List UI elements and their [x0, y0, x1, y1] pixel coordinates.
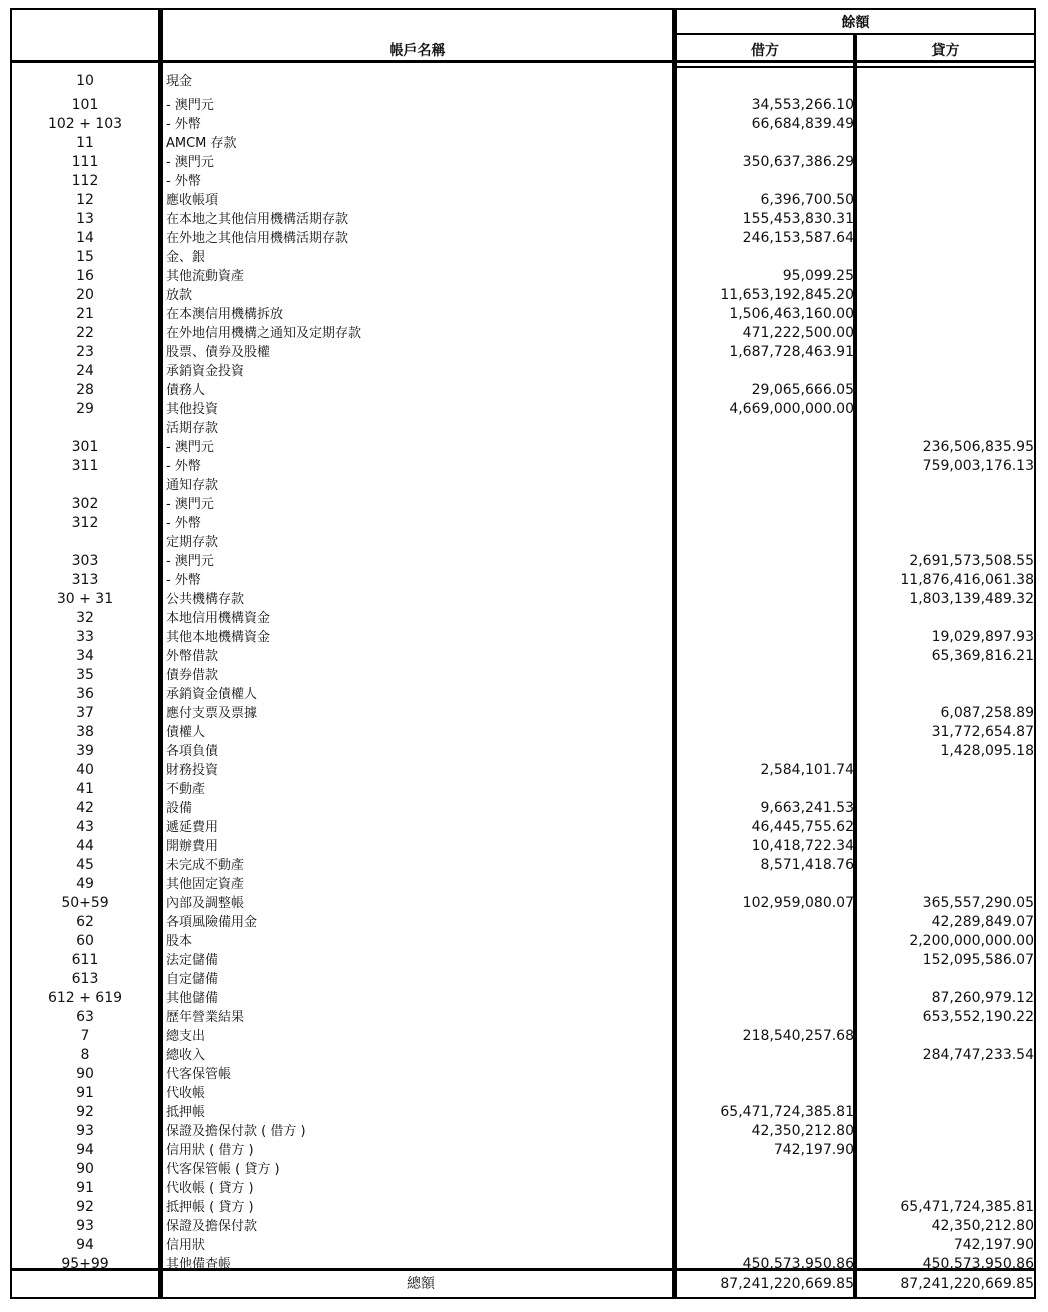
account-code: 36	[76, 686, 94, 702]
table-row	[12, 1008, 1034, 1027]
header-debit: 借方	[751, 43, 779, 59]
account-code: 312	[71, 515, 99, 531]
account-code: 93	[76, 1123, 94, 1139]
account-name: 代收帳	[166, 1086, 206, 1101]
table-row	[12, 248, 1034, 267]
credit-amount: 1,803,139,489.32	[909, 591, 1034, 607]
account-name: 各項負債	[166, 744, 219, 759]
account-code: 42	[76, 800, 94, 816]
debit-amount: 42,350,212.80	[751, 1123, 854, 1139]
credit-amount: 653,552,190.22	[922, 1009, 1034, 1025]
account-name: 不動產	[166, 782, 206, 797]
account-code: 37	[76, 705, 94, 721]
table-row	[12, 780, 1034, 799]
account-name: - 外幣	[166, 516, 201, 531]
table-row	[12, 514, 1034, 533]
table-row	[12, 115, 1034, 134]
account-name: 其他備查帳	[166, 1257, 232, 1272]
debit-amount: 4,669,000,000.00	[729, 401, 854, 417]
account-name: 自定儲備	[166, 972, 219, 987]
account-name: 信用狀 ( 借方 )	[166, 1143, 254, 1158]
account-name: - 外幣	[166, 459, 201, 474]
account-name: - 外幣	[166, 573, 201, 588]
account-name: 公共機構存款	[166, 592, 245, 607]
account-name: 抵押帳	[166, 1105, 206, 1120]
account-name: 歷年營業結果	[166, 1010, 245, 1025]
table-row	[12, 419, 1034, 438]
debit-amount: 29,065,666.05	[751, 382, 854, 398]
credit-amount: 284,747,233.54	[922, 1047, 1034, 1063]
table-row	[12, 818, 1034, 837]
account-code: 11	[76, 135, 94, 151]
account-name: - 澳門元	[166, 98, 214, 113]
table-row	[12, 1198, 1034, 1217]
debit-amount: 471,222,500.00	[742, 325, 854, 341]
table-row	[12, 1160, 1034, 1179]
account-code: 34	[76, 648, 94, 664]
table-row	[12, 1027, 1034, 1046]
credit-amount: 759,003,176.13	[922, 458, 1034, 474]
table-row	[12, 210, 1034, 229]
account-name: - 澳門元	[166, 155, 214, 170]
account-name: 承銷資金債權人	[166, 687, 258, 702]
account-code: 112	[71, 173, 99, 189]
account-name: 保證及擔保付款	[166, 1219, 258, 1234]
account-name: 抵押帳 ( 貸方 )	[166, 1200, 254, 1215]
account-code: 302	[71, 496, 99, 512]
table-row	[12, 590, 1034, 609]
account-code: 28	[76, 382, 94, 398]
account-name: 股本	[166, 934, 193, 949]
table-row	[12, 647, 1034, 666]
credit-amount: 65,471,724,385.81	[900, 1199, 1034, 1215]
account-name: 法定儲備	[166, 953, 219, 968]
account-code: 91	[76, 1180, 94, 1196]
account-code: 22	[76, 325, 94, 341]
account-name: 債權人	[166, 725, 206, 740]
account-name: 活期存款	[166, 421, 219, 436]
account-name: 代客保管帳	[166, 1067, 232, 1082]
account-name: 在本澳信用機構拆放	[166, 307, 284, 322]
table-row	[12, 970, 1034, 989]
debit-amount: 2,584,101.74	[760, 762, 854, 778]
table-row	[12, 856, 1034, 875]
table-row	[12, 286, 1034, 305]
header-balance-underline	[675, 33, 1034, 35]
table-row	[12, 1122, 1034, 1141]
account-name: 應收帳項	[166, 193, 219, 208]
table-row	[12, 894, 1034, 913]
table-row	[12, 362, 1034, 381]
debit-amount: 155,453,830.31	[742, 211, 854, 227]
credit-amount: 742,197.90	[953, 1237, 1034, 1253]
credit-amount: 6,087,258.89	[940, 705, 1034, 721]
account-name: 設備	[166, 801, 193, 816]
table-row	[12, 761, 1034, 780]
account-code: 311	[71, 458, 99, 474]
table-row	[12, 438, 1034, 457]
debit-amount: 10,418,722.34	[751, 838, 854, 854]
credit-amount: 19,029,897.93	[931, 629, 1034, 645]
account-code: 32	[76, 610, 94, 626]
total-row	[12, 1272, 1034, 1297]
account-code: 49	[76, 876, 94, 892]
account-code: 60	[76, 933, 94, 949]
table-row	[12, 1179, 1034, 1198]
table-row	[12, 476, 1034, 495]
debit-amount: 350,637,386.29	[742, 154, 854, 170]
debit-amount: 246,153,587.64	[742, 230, 854, 246]
table-row	[12, 324, 1034, 343]
account-name: 信用狀	[166, 1238, 206, 1253]
account-name: 各項風險備用金	[166, 915, 258, 930]
account-name: 放款	[166, 288, 193, 303]
account-name: 其他本地機構資金	[166, 630, 271, 645]
debit-amount: 1,506,463,160.00	[729, 306, 854, 322]
table-row	[12, 96, 1034, 115]
table-row	[12, 742, 1034, 761]
account-code: 7	[80, 1028, 90, 1044]
credit-amount: 450,573,950.86	[922, 1256, 1034, 1272]
account-name: 總支出	[166, 1029, 206, 1044]
table-row	[12, 1065, 1034, 1084]
header-credit: 貸方	[931, 43, 960, 59]
table-row	[12, 552, 1034, 571]
header-bottom-line	[12, 60, 1034, 63]
header-account-name: 帳戶名稱	[389, 43, 446, 59]
debit-amount: 742,197.90	[773, 1142, 854, 1158]
account-code: 8	[80, 1047, 90, 1063]
debit-amount: 9,663,241.53	[760, 800, 854, 816]
table-row	[12, 799, 1034, 818]
account-name: 股票、債券及股權	[166, 345, 271, 360]
account-code: 613	[71, 971, 99, 987]
account-code: 12	[76, 192, 94, 208]
account-name: 在外地信用機構之通知及定期存款	[166, 326, 362, 341]
debit-amount: 66,684,839.49	[751, 116, 854, 132]
table-row	[12, 153, 1034, 172]
total-credit: 87,241,220,669.85	[900, 1276, 1034, 1292]
account-code: 101	[71, 97, 99, 113]
account-name: 遞延費用	[166, 820, 219, 835]
account-code: 102 + 103	[47, 116, 123, 132]
account-name: - 外幣	[166, 174, 201, 189]
debit-amount: 8,571,418.76	[760, 857, 854, 873]
total-debit: 87,241,220,669.85	[720, 1276, 854, 1292]
account-code: 16	[76, 268, 94, 284]
account-name: 總收入	[166, 1048, 206, 1063]
account-name: 金、銀	[166, 250, 206, 265]
account-code: 303	[71, 553, 99, 569]
table-row	[12, 913, 1034, 932]
debit-amount: 450,573,950.86	[742, 1256, 854, 1272]
credit-amount: 11,876,416,061.38	[900, 572, 1034, 588]
debit-amount: 102,959,080.07	[742, 895, 854, 911]
account-name: 代收帳 ( 貸方 )	[166, 1181, 254, 1196]
table-row	[12, 305, 1034, 324]
account-code: 94	[76, 1237, 94, 1253]
table-row	[12, 134, 1034, 153]
account-name: 其他投資	[166, 402, 219, 417]
table-row	[12, 1046, 1034, 1065]
table-row	[12, 172, 1034, 191]
table-row	[12, 723, 1034, 742]
account-code: 38	[76, 724, 94, 740]
account-name: 其他固定資產	[166, 877, 245, 892]
account-code: 40	[76, 762, 94, 778]
account-code: 90	[76, 1066, 94, 1082]
debit-amount: 65,471,724,385.81	[720, 1104, 854, 1120]
account-code: 23	[76, 344, 94, 360]
credit-amount: 42,350,212.80	[931, 1218, 1034, 1234]
credit-amount: 87,260,979.12	[931, 990, 1034, 1006]
debit-amount: 218,540,257.68	[742, 1028, 854, 1044]
account-name: 債務人	[166, 383, 206, 398]
account-code: 611	[71, 952, 99, 968]
account-name: AMCM 存款	[166, 136, 237, 151]
debit-amount: 11,653,192,845.20	[720, 287, 854, 303]
credit-amount: 65,369,816.21	[931, 648, 1034, 664]
account-code: 43	[76, 819, 94, 835]
table-row	[12, 875, 1034, 894]
table-row	[12, 191, 1034, 210]
credit-amount: 236,506,835.95	[922, 439, 1034, 455]
debit-amount: 95,099.25	[782, 268, 854, 284]
account-name: 其他儲備	[166, 991, 219, 1006]
account-code: 44	[76, 838, 94, 854]
table-row	[12, 381, 1034, 400]
credit-amount: 2,691,573,508.55	[909, 553, 1034, 569]
credit-amount: 31,772,654.87	[931, 724, 1034, 740]
account-name: 本地信用機構資金	[166, 611, 271, 626]
account-code: 612 + 619	[47, 990, 123, 1006]
table-row	[12, 685, 1034, 704]
account-name: 現金	[166, 74, 193, 89]
account-code: 33	[76, 629, 94, 645]
account-code: 301	[71, 439, 99, 455]
debit-amount: 34,553,266.10	[751, 97, 854, 113]
account-code: 29	[76, 401, 94, 417]
account-name: 開辦費用	[166, 839, 219, 854]
account-name: 財務投資	[166, 763, 219, 778]
account-name: 內部及調整帳	[166, 896, 245, 911]
credit-amount: 365,557,290.05	[922, 895, 1034, 911]
account-name: 在外地之其他信用機構活期存款	[166, 231, 349, 246]
table-row	[12, 1103, 1034, 1122]
table-row	[12, 229, 1034, 248]
account-code: 41	[76, 781, 94, 797]
table-row	[12, 837, 1034, 856]
debit-amount: 1,687,728,463.91	[729, 344, 854, 360]
debit-amount: 46,445,755.62	[751, 819, 854, 835]
account-code: 35	[76, 667, 94, 683]
table-row	[12, 932, 1034, 951]
account-name: 定期存款	[166, 535, 219, 550]
account-name: - 澳門元	[166, 440, 214, 455]
account-code: 90	[76, 1161, 94, 1177]
table-row	[12, 666, 1034, 685]
table-row	[12, 457, 1034, 476]
table-row	[12, 343, 1034, 362]
debit-amount: 6,396,700.50	[760, 192, 854, 208]
account-code: 63	[76, 1009, 94, 1025]
account-code: 39	[76, 743, 94, 759]
table-row	[12, 1141, 1034, 1160]
table-row	[12, 495, 1034, 514]
account-code: 92	[76, 1199, 94, 1215]
table-row	[12, 1217, 1034, 1236]
account-name: 債券借款	[166, 668, 219, 683]
table-row	[12, 989, 1034, 1008]
account-code: 62	[76, 914, 94, 930]
credit-amount: 152,095,586.07	[922, 952, 1034, 968]
credit-amount: 2,200,000,000.00	[909, 933, 1034, 949]
account-name: 在本地之其他信用機構活期存款	[166, 212, 349, 227]
table-row	[12, 704, 1034, 723]
total-label: 總額	[407, 1276, 435, 1292]
header-balance: 餘額	[841, 15, 870, 31]
account-code: 24	[76, 363, 94, 379]
account-code: 111	[71, 154, 99, 170]
credit-amount: 42,289,849.07	[931, 914, 1034, 930]
account-name: 應付支票及票據	[166, 706, 258, 721]
account-code: 50+59	[61, 895, 109, 911]
account-code: 15	[76, 249, 94, 265]
header-bottom-line-2	[675, 66, 1034, 68]
table-row	[12, 628, 1034, 647]
account-code: 313	[71, 572, 99, 588]
account-code: 10	[76, 73, 94, 89]
account-code: 95+99	[61, 1256, 109, 1272]
account-code: 30 + 31	[56, 591, 114, 607]
account-code: 45	[76, 857, 94, 873]
account-code: 20	[76, 287, 94, 303]
account-name: 通知存款	[166, 478, 219, 493]
account-name: - 澳門元	[166, 554, 214, 569]
table-row	[12, 571, 1034, 590]
table-row	[12, 1084, 1034, 1103]
account-code: 94	[76, 1142, 94, 1158]
account-name: 外幣借款	[166, 649, 219, 664]
account-name: - 澳門元	[166, 497, 214, 512]
account-name: 承銷資金投資	[166, 364, 245, 379]
account-code: 93	[76, 1218, 94, 1234]
account-code: 14	[76, 230, 94, 246]
table-row	[12, 72, 1034, 91]
account-name: - 外幣	[166, 117, 201, 132]
table-row	[12, 609, 1034, 628]
table-row	[12, 951, 1034, 970]
account-code: 13	[76, 211, 94, 227]
account-code: 91	[76, 1085, 94, 1101]
table-row	[12, 267, 1034, 286]
account-code: 21	[76, 306, 94, 322]
credit-amount: 1,428,095.18	[940, 743, 1034, 759]
table-row	[12, 533, 1034, 552]
account-name: 保證及擔保付款 ( 借方 )	[166, 1124, 306, 1139]
balance-sheet-table	[10, 8, 1036, 1299]
account-code: 92	[76, 1104, 94, 1120]
table-row	[12, 1236, 1034, 1255]
account-name: 其他流動資產	[166, 269, 245, 284]
account-name: 未完成不動產	[166, 858, 245, 873]
table-row	[12, 400, 1034, 419]
account-name: 代客保管帳 ( 貸方 )	[166, 1162, 280, 1177]
